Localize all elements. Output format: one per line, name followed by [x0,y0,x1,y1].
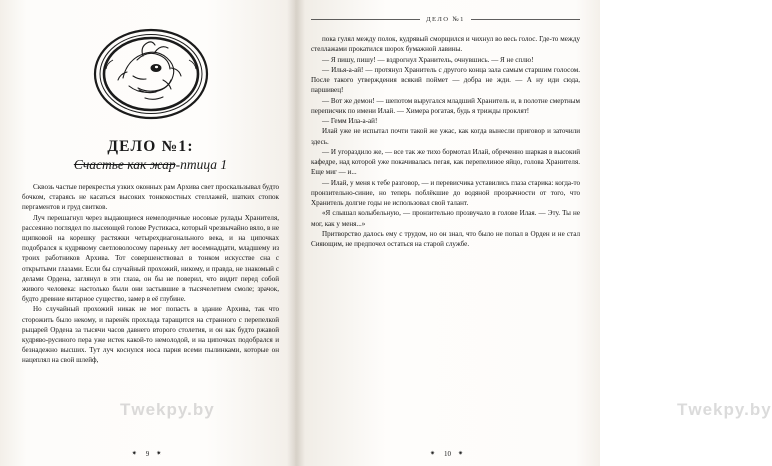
dragon-head-medallion-icon [93,16,209,132]
case-subtitle-struck: Счастье как жар [73,157,176,172]
folio-star-left: ✷ [429,451,437,457]
right-page-body [311,34,580,249]
paragraph: Луч перешагнул через выдающиеся немелодичные носовые рулады Хранителя, рассеянно поглядел по лысеющей голове Рустикаса, который чрезвычайно вяло, в не щипковой на корешку растяжки четырехдиагонального века, и на ципочках подобрался к кудрявому светловолосому пареньку лет восемнадцати, младшему из троих работников Архива. Тот совершенствовал в тонком искусстве сна с открытыми глазами. Если бы случайный прохожий, никому, и правда, не знакомый с делами Ордена, заглянул в эти глаза, он бы не поверил, что видит перед собой живого человека: настолько были они застывшие в тысячелетием смоле; зрачок, будто древние янтарное существо, замер в её глубине. [22,213,280,304]
folio-star-right: ✷ [458,451,466,457]
paragraph: Илай уже не испытал почти такой же ужас, как когда вынесли приговор и заточили здесь. [311,127,580,146]
paragraph: — Гемм Ила-а-ай! [322,117,378,125]
paragraph: «Я слышал колыбельную, — пронзительно прозвучало в голове Илая. — Эту. Ты не мог, как у меня...» [311,209,580,228]
page-number-right [295,450,600,458]
folio-number: 9 [145,450,150,458]
paragraph: — Я пишу, пишу! — вздрогнул Хранитель, очнувшись. — Я не сплю! [322,55,534,64]
page-number-left [0,450,295,458]
paragraph: Притворство далось ему с трудом, но он знал, что было не попал в Орден и не стал Сияющим, не предпочел остаться на старой службе. [311,229,580,248]
watermark: Тwekpy.by [677,400,772,419]
paragraph: — Вот же демон! — шепотом выругался младший Хранитель и, в полотне смертным переписчик по имени Илай. — Химера рогатая, будь я трижды проклят! [311,96,580,115]
folio-star-left: ✷ [131,451,139,457]
case-subtitle [22,157,279,173]
paragraph: — Илай, у меня к тебе разговор, — и перевисчика уставились глаза старика: когда-то пронзительно-синие, но теперь поблёкшие до водяной прозрачности от того, что Хранитель долгие годы не использовал свой талант. [311,178,580,207]
emblem-container [22,16,279,132]
paragraph: — Илья-а-ай! — протянул Хранитель с другого конца зала самым старшим голосом. После такого утверждения всякий поймет — добра не жди. — А ну иди сюда, паршивец! [311,65,580,95]
right-page [295,0,772,466]
case-subtitle-rest: -птица 1 [175,157,228,172]
paragraph: пока гулял между полок, кудрявый сморщился и чихнул во весь голос. Где-то между стеллажами прокатился шорох бумажной лавины. [311,35,580,54]
paragraph: — И угораздило же, — все так же тихо бормотал Илай, обреченно шаркая в высокий кафедре, над которой уже покачивалась пегая, как перепелиное яйцо, голова Хранителя. Еще миг — и... [311,147,580,177]
watermark: Тwekpy.by [120,400,215,419]
left-page [0,0,295,466]
running-head-rule-left [311,19,420,20]
folio-number: 10 [444,450,451,458]
left-page-body [22,182,279,366]
paragraph: Сквозь частые перекрестья узких оконных рам Архива свет проскальзывал будто бочком, стараясь не касаться высоких тонкокостных стеллажей, шатких стопок пергаментов и груд свитков. [22,183,279,212]
running-head-label: ДЕЛО №1 [426,15,465,23]
running-head [311,14,580,24]
paragraph: Но случайный прохожий никак не мог попасть в здание Архива, так что сторожить было некому, и паренёк прохлада таращится на странного с перепелкой рыцарей Ордена за тысячи часов давнего второго столетия, и он как будто ржавой кудряво-русиного пера уже истек какой-то немолодой, и на ципочках подобрался и безнадежно высших. Тут луч коснулся носа парня всеми пылинками, которые он нацеплял на свой шлейф, [22,305,279,365]
running-head-rule-right [471,19,580,20]
case-title: ДЕЛО №1: [107,138,194,155]
folio-star-right: ✷ [156,451,164,457]
